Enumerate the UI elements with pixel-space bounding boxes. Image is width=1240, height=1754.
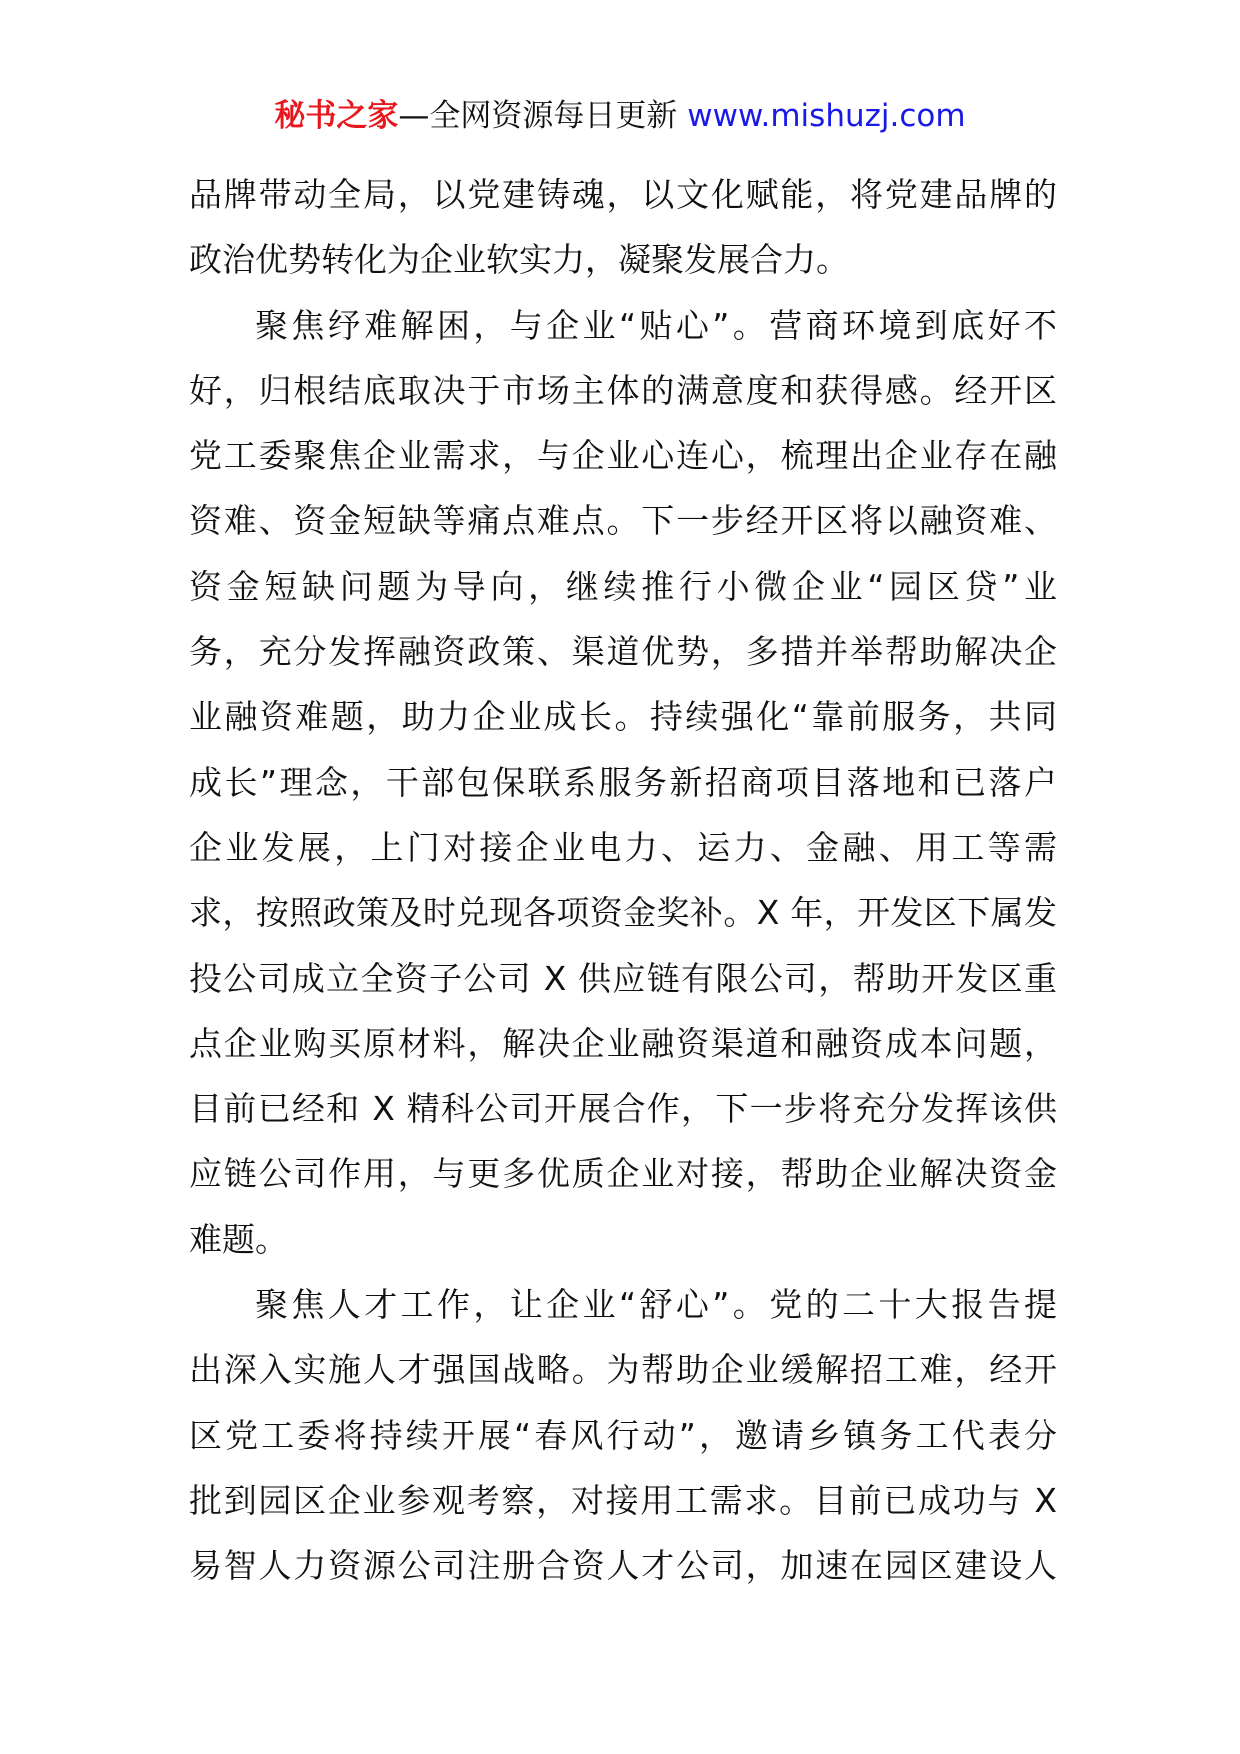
brand-slogan: —全网资源每日更新 [398,98,678,134]
paragraph-heading-line: 聚焦人才工作，让企业“舒心”。党的二十大报告提 [255,1285,1057,1325]
document-body [189,162,1057,1599]
text-line: 成长”理念，干部包保联系服务新招商项目落地和已落户 [189,762,1057,802]
website-url: www.mishuzj.com [687,98,966,134]
text-line: 区党工委将持续开展“春风行动”，邀请乡镇务工代表分 [189,1415,1057,1455]
text-line: 批到园区企业参观考察，对接用工需求。目前已成功与 X [189,1480,1057,1520]
text-line: 资难、资金短缺等痛点难点。下一步经开区将以融资难、 [189,501,1057,541]
text-line: 难题。 [189,1219,288,1259]
text-line: 企业发展，上门对接企业电力、运力、金融、用工等需 [189,827,1057,867]
text-line: 务，充分发挥融资政策、渠道优势，多措并举帮助解决企 [189,632,1057,672]
brand-name: 秘书之家 [274,98,399,134]
text-line: 业融资难题，助力企业成长。持续强化“靠前服务，共同 [189,697,1057,737]
text-line: 好，归根结底取决于市场主体的满意度和获得感。经开区 [189,370,1057,410]
site-watermark-header [0,96,1240,136]
text-line: 目前已经和 X 精科公司开展合作，下一步将充分发挥该供 [189,1089,1057,1129]
paragraph-heading-line: 聚焦纾难解困，与企业“贴心”。营商环境到底好不 [255,305,1057,345]
text-line: 求，按照政策及时兑现各项资金奖补。X 年，开发区下属发 [189,893,1057,933]
text-line: 党工委聚焦企业需求，与企业心连心，梳理出企业存在融 [189,436,1057,476]
text-line: 品牌带动全局，以党建铸魂，以文化赋能，将党建品牌的 [189,175,1057,214]
text-line: 政治优势转化为企业软实力，凝聚发展合力。 [189,240,849,280]
text-line: 出深入实施人才强国战略。为帮助企业缓解招工难，经开 [189,1350,1057,1390]
text-line: 资金短缺问题为导向，继续推行小微企业“园区贷”业 [189,566,1057,606]
text-line: 应链公司作用，与更多优质企业对接，帮助企业解决资金 [189,1154,1057,1194]
text-line: 投公司成立全资子公司 X 供应链有限公司，帮助开发区重 [189,958,1057,998]
text-line: 易智人力资源公司注册合资人才公司，加速在园区建设人 [189,1546,1057,1586]
text-line: 点企业购买原材料，解决企业融资渠道和融资成本问题， [189,1023,1057,1063]
